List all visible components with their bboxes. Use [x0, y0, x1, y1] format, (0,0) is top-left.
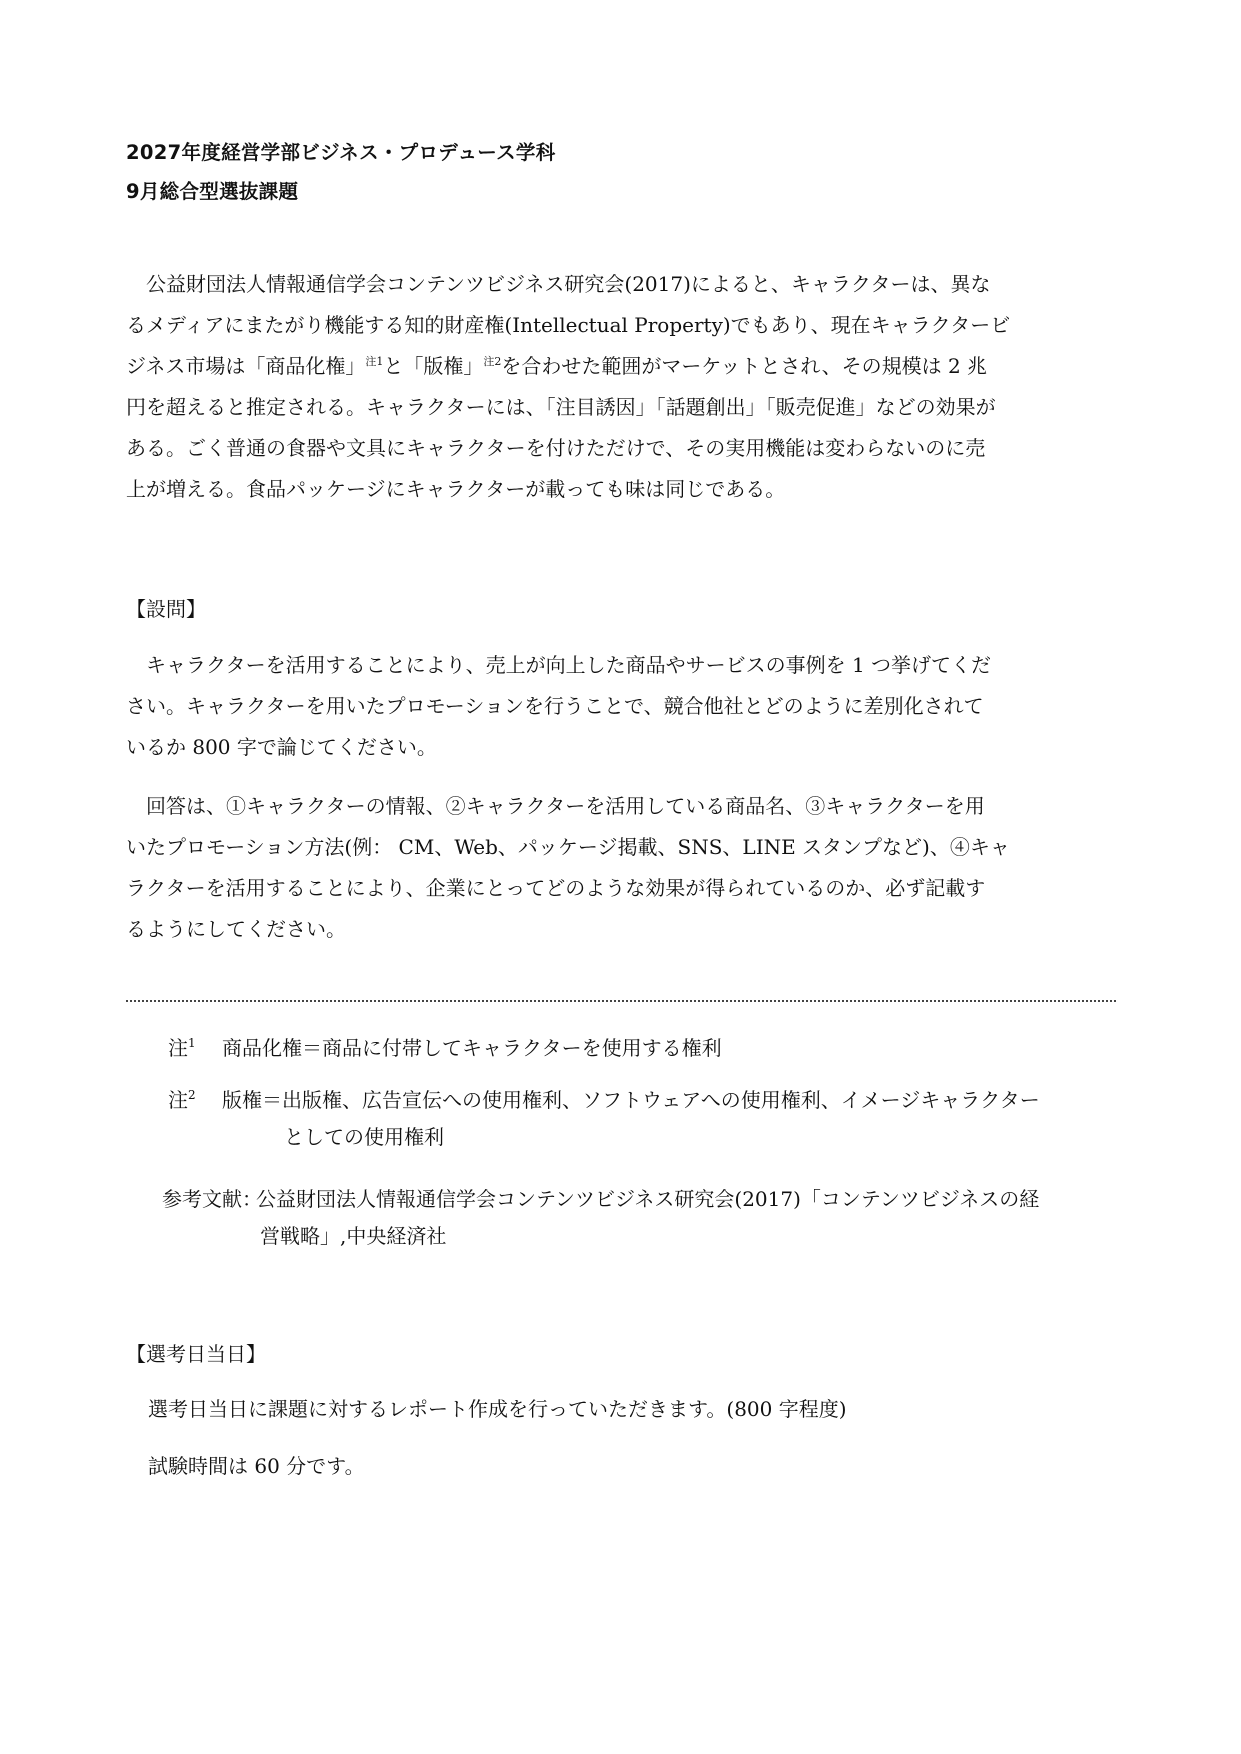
intro-line [126, 346, 1116, 387]
question-line: さい。キャラクターを用いたプロモーションを行うことで、競合他社とどのように差別化されて [126, 694, 984, 718]
intro-line: 円を超えると推定される。キャラクターには、「注目誘因」「話題創出」「販売促進」などの効果が [126, 395, 996, 419]
intro-text: と「版権」 [383, 354, 484, 378]
footnote-mark [168, 1030, 196, 1067]
footnote-line: 版権＝出版権、広告宣伝への使用権利、ソフトウェアへの使用権利、イメージキャラクター [222, 1088, 1040, 1112]
footnote-ref-2: 注2 [483, 355, 502, 368]
footnote-mark [168, 1082, 196, 1119]
footnote-text: 商品化権＝商品に付帯してキャラクターを使用する権利 [222, 1036, 722, 1060]
question-heading: 【設問】 [126, 597, 206, 621]
intro-line: るメディアにまたがり機能する知的財産権(Intellectual Property)でもあり、現在キャラクタービ [126, 313, 1011, 337]
reference-label: 参考文献： [162, 1187, 262, 1211]
question-line: 回答は、①キャラクターの情報、②キャラクターを活用している商品名、③キャラクターを用 [126, 794, 985, 818]
page-subtitle: 9月総合型選抜課題 [126, 180, 299, 203]
reference-text [256, 1181, 1039, 1255]
question-line: キャラクターを活用することにより、売上が向上した商品やサービスの事例を 1 つ挙げてくだ [126, 653, 992, 677]
footnote-number: 2 [188, 1088, 196, 1102]
question-line: いたプロモーション方法(例： CM、Web、パッケージ掲載、SNS、LINE スタンプなど)、④キャ [126, 835, 1010, 859]
footnote-mark-text: 注 [168, 1088, 188, 1112]
footnote-ref-1: 注1 [365, 355, 384, 368]
intro-line: 公益財団法人情報通信学会コンテンツビジネス研究会(2017)によると、キャラクターは、異な [126, 272, 991, 296]
intro-line: ある。ごく普通の食器や文具にキャラクターを付けただけで、その実用機能は変わらないのに売 [126, 436, 986, 460]
intro-text: を合わせた範囲がマーケットとされ、その規模は 2 兆 [501, 354, 988, 378]
reference [0, 1181, 1241, 1261]
page-title: 2027年度経営学部ビジネス・プロデュース学科 [126, 141, 556, 164]
exam-day-heading: 【選考日当日】 [126, 1342, 266, 1366]
footnote-mark-text: 注 [168, 1036, 188, 1060]
intro-line: 上が増える。食品パッケージにキャラクターが載っても味は同じである。 [126, 477, 786, 501]
reference-line: 営戦略」,中央経済社 [260, 1224, 447, 1248]
footnote-line: としての使用権利 [284, 1125, 444, 1149]
intro-text: ジネス市場は「商品化権」 [126, 354, 366, 378]
footnote-2 [0, 1082, 1241, 1162]
intro-paragraph [126, 264, 1116, 510]
question-paragraph-1 [126, 645, 1116, 768]
reference-line: 公益財団法人情報通信学会コンテンツビジネス研究会(2017)「コンテンツビジネスの経 [256, 1187, 1040, 1211]
question-paragraph-2 [126, 786, 1116, 950]
footnote-text [222, 1082, 1040, 1156]
dotted-divider [126, 1000, 1116, 1002]
question-line: いるか 800 字で論じてください。 [126, 735, 437, 759]
exam-day-line: 試験時間は 60 分です。 [148, 1454, 365, 1478]
question-line: るようにしてください。 [126, 917, 346, 941]
exam-day-line: 選考日当日に課題に対するレポート作成を行っていただきます。(800 字程度) [148, 1397, 847, 1421]
question-line: ラクターを活用することにより、企業にとってどのような効果が得られているのか、必ず記載す [126, 876, 986, 900]
footnote-number: 1 [188, 1036, 196, 1050]
footnote-1 [0, 1030, 1241, 1070]
